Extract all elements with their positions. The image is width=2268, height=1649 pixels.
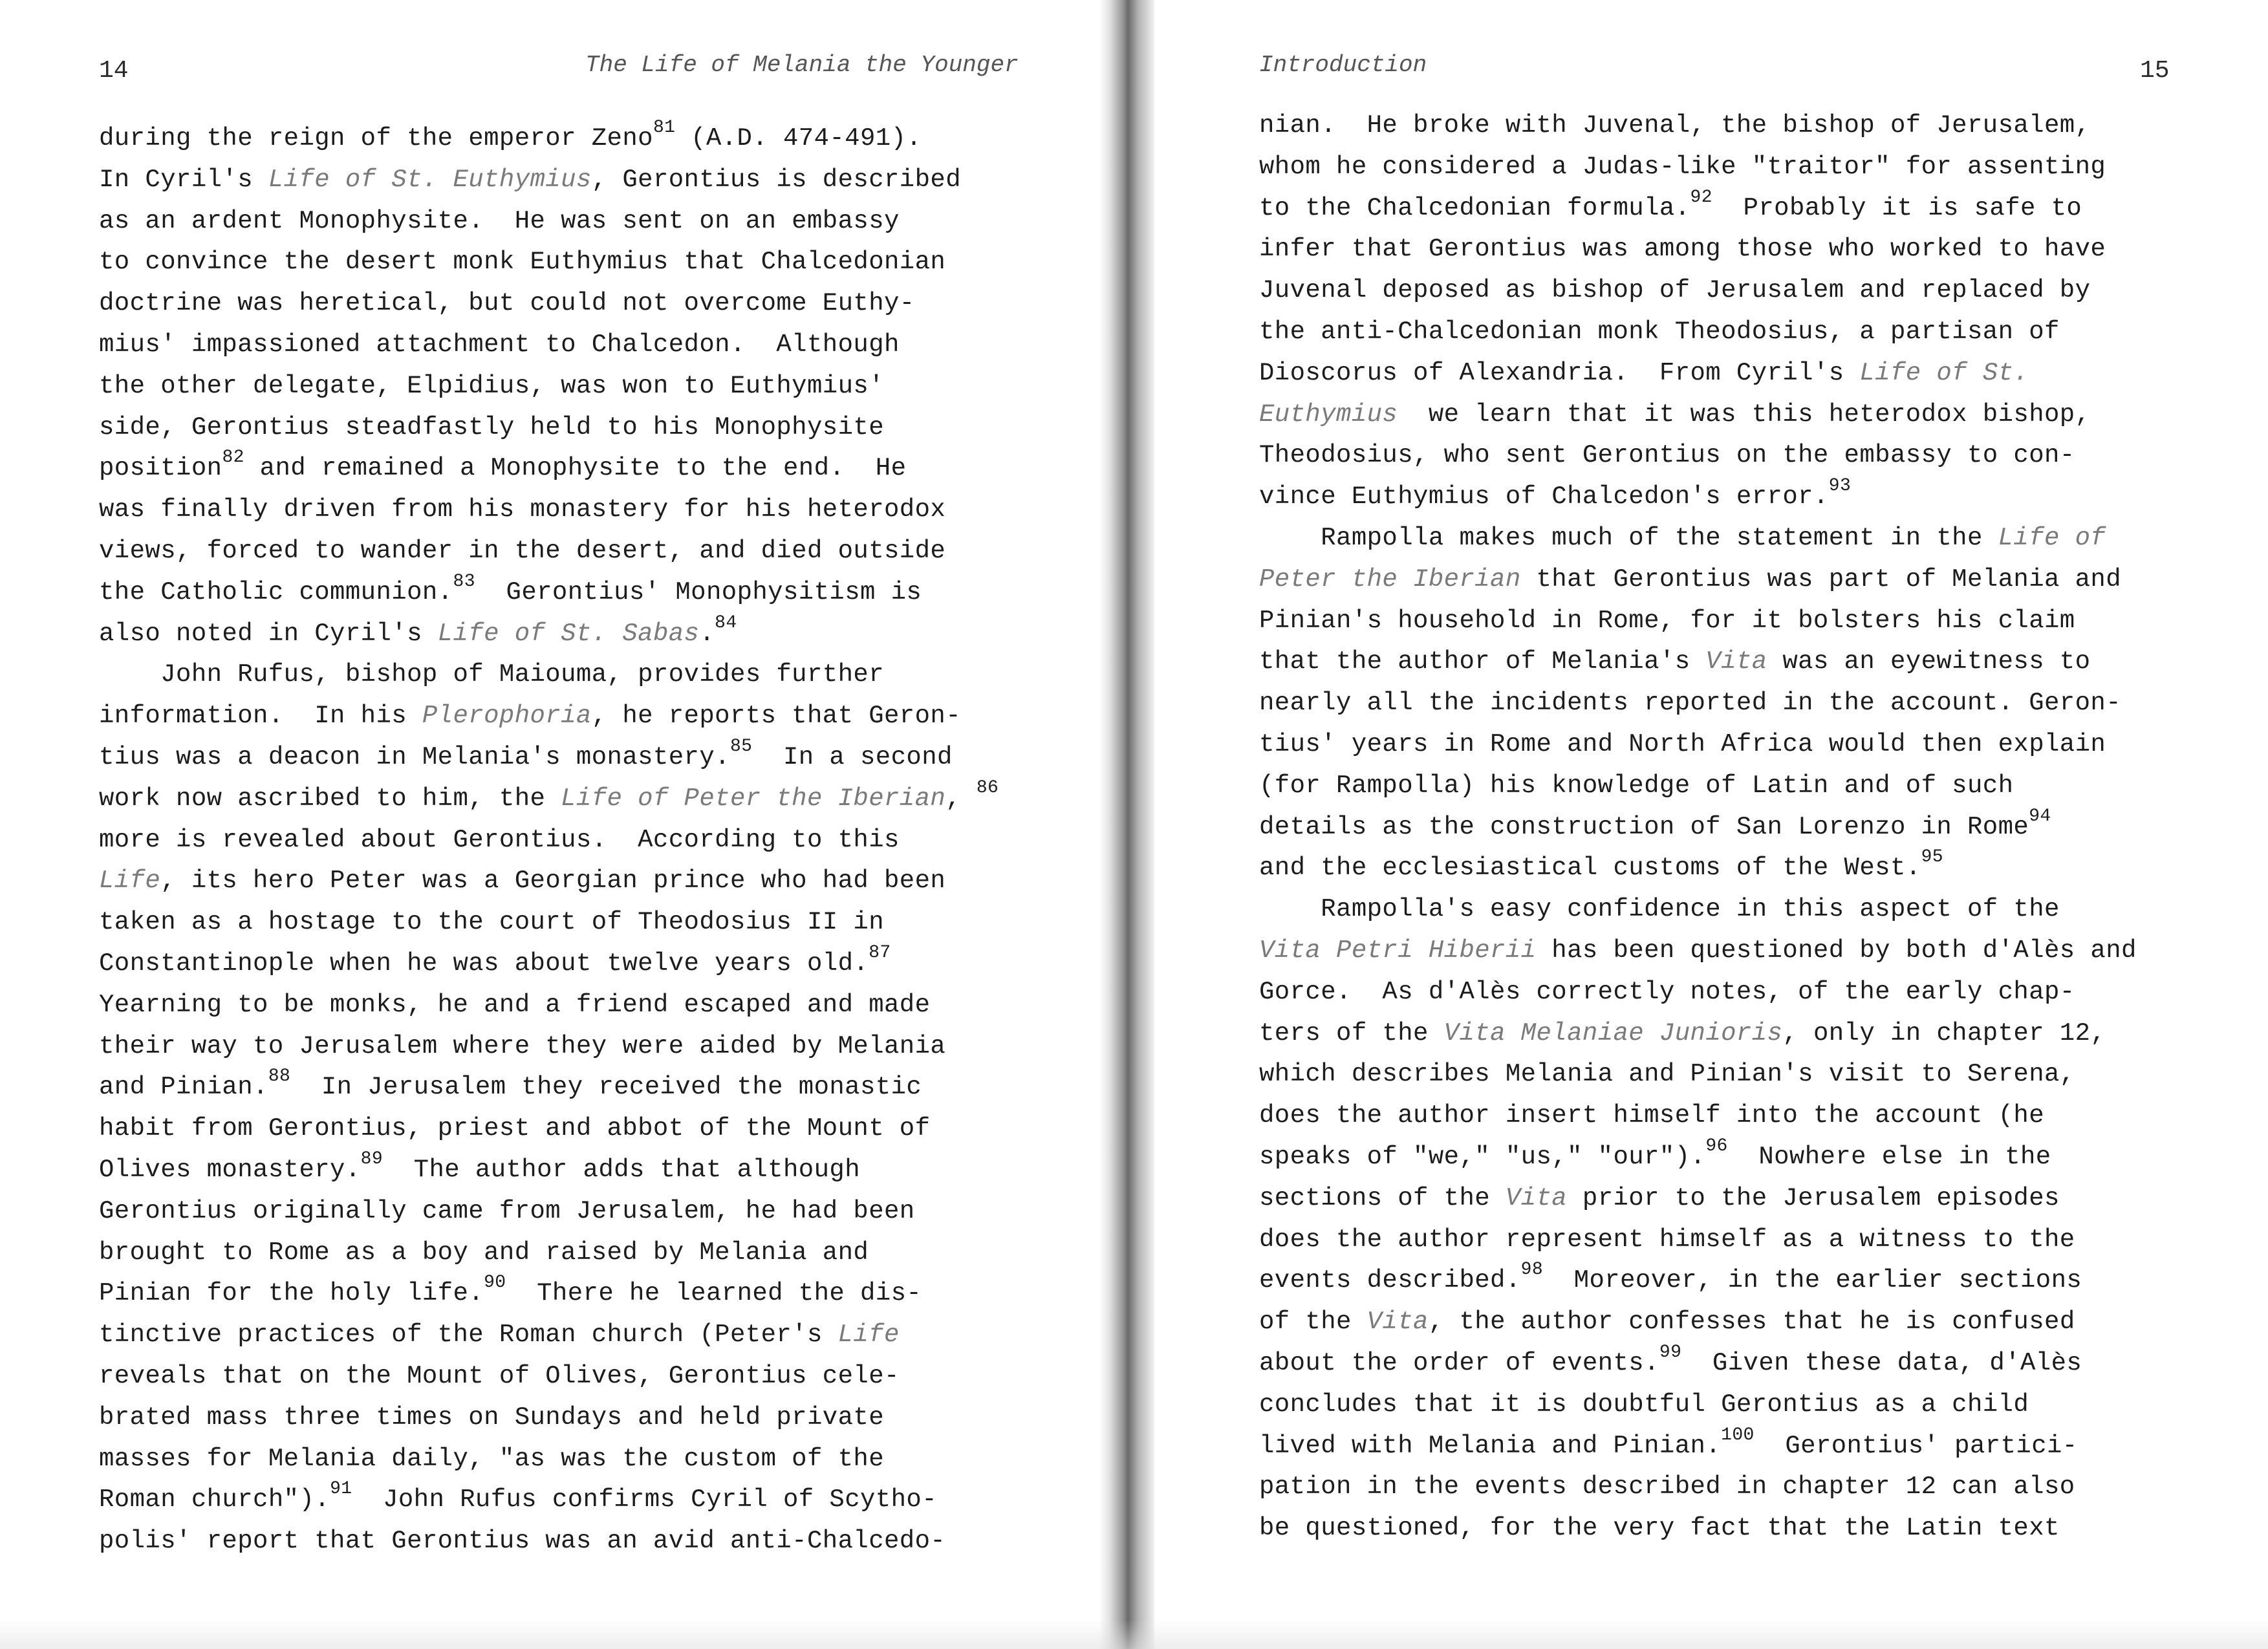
text-run: Dioscorus of Alexandria. From Cyril's [1259, 358, 1860, 387]
text-run: information. In his [99, 702, 422, 731]
text-run: mius' impassioned attachment to Chalcedon. Although [99, 330, 900, 359]
text-line [99, 201, 1082, 242]
text-line [1259, 147, 2255, 188]
text-line [99, 118, 1082, 160]
italic-title: Life of [1998, 523, 2106, 552]
text-run: to convince the desert monk Euthymius that Chalcedonian [99, 248, 946, 277]
italic-title: Vita [1705, 647, 1767, 676]
text-run: that the author of Melania's [1259, 647, 1706, 676]
text-run: There he learned the dis- [506, 1279, 922, 1308]
text-line [99, 531, 1082, 572]
text-run: Theodosius, who sent Gerontius on the embassy to con- [1259, 441, 2075, 470]
text-line [1259, 1385, 2255, 1426]
text-run: Constantinople when he was about twelve years old. [99, 949, 869, 978]
text-line [1259, 641, 2255, 683]
italic-title: Euthymius [1259, 400, 1398, 429]
text-line [1259, 353, 2255, 394]
italic-title: Life of St. Sabas [437, 619, 700, 648]
text-run: tius was a deacon in Melania's monastery. [99, 742, 730, 771]
footnote-ref: 89 [360, 1148, 383, 1169]
text-run: does the author represent himself as a witness to the [1259, 1225, 2075, 1254]
text-line [99, 283, 1082, 325]
text-line [1259, 1137, 2255, 1178]
text-run: Pinian's household in Rome, for it bolsters his claim [1259, 606, 2075, 635]
text-run: lived with Melania and Pinian. [1259, 1431, 1722, 1460]
text-line [99, 366, 1082, 407]
text-line [99, 1191, 1082, 1233]
text-line [99, 1108, 1082, 1150]
italic-title: Vita Petri Hiberii [1259, 936, 1537, 965]
text-line [1259, 724, 2255, 766]
text-line [1259, 1508, 2255, 1549]
text-run: which describes Melania and Pinian's visit to Serena, [1259, 1060, 2075, 1089]
text-line [1259, 1302, 2255, 1343]
text-run: In Jerusalem they received the monastic [290, 1073, 922, 1102]
text-run: the Catholic communion. [99, 577, 453, 607]
text-line [99, 490, 1082, 531]
italic-title: Vita [1366, 1308, 1429, 1337]
footnote-ref: 82 [222, 447, 244, 468]
text-run: as an ardent Monophysite. He was sent on an embassy [99, 206, 900, 235]
text-run: events described. [1259, 1266, 1521, 1295]
text-line [99, 1315, 1082, 1356]
text-run: , [945, 784, 977, 813]
text-line [99, 737, 1082, 779]
text-run: Gorce. As d'Alès correctly notes, of the early chap- [1259, 977, 2075, 1006]
text-line [99, 448, 1082, 490]
text-line [99, 572, 1082, 614]
text-run: John Rufus confirms Cyril of Scytho- [352, 1485, 938, 1514]
text-run: that Gerontius was part of Melania and [1520, 565, 2122, 594]
text-line [99, 696, 1082, 737]
text-line [99, 407, 1082, 449]
text-run: views, forced to wander in the desert, and died outside [99, 536, 946, 565]
text-run: and the ecclesiastical customs of the West. [1259, 854, 1921, 883]
footnote-ref: 90 [484, 1273, 506, 1293]
text-run: Rampolla makes much of the statement in the [1259, 523, 1998, 552]
text-run: brought to Rome as a boy and raised by Melania and [99, 1238, 869, 1267]
text-run: masses for Melania daily, "as was the custom of the [99, 1444, 884, 1473]
text-line [1259, 1467, 2255, 1508]
text-line [99, 242, 1082, 283]
italic-title: Life [837, 1320, 900, 1350]
text-run: , Gerontius is described [591, 165, 962, 194]
text-line [1259, 931, 2255, 972]
text-line [99, 779, 1082, 820]
text-run: Olives monastery. [99, 1155, 361, 1184]
text-run: Moreover, in the earlier sections [1543, 1266, 2082, 1295]
text-line [99, 1356, 1082, 1397]
text-line [99, 1273, 1082, 1315]
italic-title: Life [99, 867, 161, 896]
text-run: brated mass three times on Sundays and held private [99, 1403, 884, 1432]
italic-title: Vita Melaniae Junioris [1443, 1018, 1783, 1048]
text-line [1259, 1095, 2255, 1137]
text-run: during the reign of the emperor Zeno [99, 124, 653, 153]
text-run: In Cyril's [99, 165, 268, 194]
footnote-ref: 85 [729, 736, 753, 757]
text-run: reveals that on the Mount of Olives, Gerontius cele- [99, 1361, 900, 1390]
text-run: pation in the events described in chapter 12 can also [1259, 1472, 2075, 1502]
text-run: about the order of events. [1259, 1348, 1659, 1377]
text-run: does the author insert himself into the account (he [1259, 1101, 2044, 1130]
right-page [1154, 0, 2268, 1649]
text-run: vince Euthymius of Chalcedon's error. [1259, 482, 1829, 512]
text-run: prior to the Jerusalem episodes [1567, 1183, 2060, 1212]
text-run: their way to Jerusalem where they were aided by Melania [99, 1031, 946, 1061]
text-line [99, 1521, 1082, 1562]
italic-title: Plerophoria [422, 702, 592, 731]
text-run: work now ascribed to him, the [99, 784, 561, 813]
italic-title: Life of St. Euthymius [268, 165, 592, 194]
text-line [1259, 1260, 2255, 1302]
text-run: Nowhere else in the [1727, 1142, 2051, 1171]
text-run: (A.D. 474-491). [675, 124, 922, 153]
running-head: The Life of Melania the Younger [585, 52, 1019, 78]
footnote-ref: 83 [453, 571, 475, 592]
running-head: Introduction [1259, 52, 1427, 78]
left-page-text [99, 118, 1082, 1562]
text-run: John Rufus, bishop of Maiouma, provides further [99, 660, 884, 689]
book-gutter [1099, 0, 1154, 1649]
text-run: Roman church"). [99, 1485, 330, 1514]
text-run: was an eyewitness to [1767, 647, 2091, 676]
text-run: Juvenal deposed as bishop of Jerusalem and replaced by [1259, 276, 2091, 305]
text-run: , he reports that Geron- [591, 702, 962, 731]
text-run: the other delegate, Elpidius, was won to Euthymius' [99, 371, 884, 400]
text-line [1259, 1013, 2255, 1055]
footnote-ref: 93 [1828, 476, 1852, 497]
footnote-ref: 96 [1705, 1136, 1728, 1156]
text-run: infer that Gerontius was among those who worked to have [1259, 235, 2106, 264]
text-run: polis' report that Gerontius was an avid anti-Chalcedo- [99, 1527, 946, 1556]
text-line [99, 985, 1082, 1026]
text-run: Yearning to be monks, he and a friend escaped and made [99, 990, 931, 1019]
text-line [99, 902, 1082, 943]
text-run: also noted in Cyril's [99, 619, 438, 648]
text-line [1259, 188, 2255, 230]
footnote-ref: 87 [869, 942, 891, 963]
page-number: 15 [2140, 57, 2170, 85]
text-run: The author adds that although [383, 1155, 860, 1184]
footnote-ref: 81 [653, 118, 676, 138]
text-line [99, 1150, 1082, 1191]
italic-title: Life of St. [1859, 358, 2029, 387]
text-run: speaks of "we," "us," "our"). [1259, 1142, 1706, 1171]
right-page-text [1259, 105, 2255, 1549]
text-line [1259, 559, 2255, 601]
text-line [99, 861, 1082, 902]
text-line [99, 325, 1082, 366]
footnote-ref: 94 [2029, 806, 2051, 826]
text-line [1259, 477, 2255, 518]
footnote-ref: 99 [1659, 1342, 1682, 1363]
text-line [99, 1439, 1082, 1480]
text-line [1259, 889, 2255, 931]
text-line [99, 160, 1082, 201]
text-line [1259, 1426, 2255, 1467]
text-run: Gerontius' Monophysitism is [475, 577, 922, 607]
text-run: details as the construction of San Lorenzo in Rome [1259, 812, 2029, 841]
text-run: (for Rampolla) his knowledge of Latin and of such [1259, 771, 2014, 800]
text-run: concludes that it is doubtful Gerontius as a child [1259, 1390, 2029, 1419]
text-run: Rampolla's easy confidence in this aspect of the [1259, 895, 2060, 924]
text-run: tius' years in Rome and North Africa would then explain [1259, 729, 2106, 759]
text-line [99, 1067, 1082, 1108]
text-run: Given these data, d'Alès [1681, 1348, 2082, 1377]
text-line [99, 1233, 1082, 1274]
text-run: , its hero Peter was a Georgian prince who had been [160, 867, 946, 896]
text-line [1259, 766, 2255, 807]
text-line [1259, 105, 2255, 147]
text-line [1259, 601, 2255, 642]
text-run: and remained a Monophysite to the end. He [244, 454, 907, 483]
text-run: Pinian for the holy life. [99, 1279, 484, 1308]
footnote-ref: 86 [976, 777, 999, 798]
text-run: sections of the [1259, 1183, 1506, 1212]
text-line [99, 1397, 1082, 1439]
text-run: Probably it is safe to [1712, 193, 2082, 222]
text-run: tinctive practices of the Roman church (Peter's [99, 1320, 838, 1350]
text-run: more is revealed about Gerontius. According to this [99, 825, 900, 854]
text-run: position [99, 454, 222, 483]
text-run: of the [1259, 1308, 1367, 1337]
italic-title: Vita [1505, 1183, 1568, 1212]
text-line [1259, 394, 2255, 436]
footnote-ref: 95 [1921, 847, 1943, 868]
text-run: the anti-Chalcedonian monk Theodosius, a partisan of [1259, 317, 2060, 346]
text-run: whom he considered a Judas-like "traitor" for assenting [1259, 152, 2106, 181]
text-line [1259, 229, 2255, 270]
text-run: nearly all the incidents reported in the account. Geron- [1259, 689, 2122, 718]
italic-title: Life of Peter the Iberian [561, 784, 946, 813]
text-line [1259, 1178, 2255, 1220]
text-run: taken as a hostage to the court of Theodosius II in [99, 908, 884, 937]
text-line [99, 1480, 1082, 1521]
text-run: side, Gerontius steadfastly held to his Monophysite [99, 413, 884, 442]
text-run: doctrine was heretical, but could not overcome Euthy- [99, 289, 915, 318]
text-run: , the author confesses that he is confused [1428, 1308, 2075, 1337]
text-line [99, 820, 1082, 861]
text-run: to the Chalcedonian formula. [1259, 193, 1690, 222]
text-run: Gerontius originally came from Jerusalem, he had been [99, 1196, 915, 1225]
italic-title: Peter the Iberian [1259, 565, 1521, 594]
text-line [1259, 312, 2255, 353]
footnote-ref: 88 [268, 1066, 291, 1087]
text-line [1259, 848, 2255, 889]
text-run: we learn that it was this heterodox bishop, [1398, 400, 2091, 429]
text-run: In a second [752, 742, 953, 771]
text-line [1259, 1343, 2255, 1385]
text-run: Gerontius' partici- [1754, 1431, 2078, 1460]
text-line [99, 943, 1082, 985]
text-line [1259, 435, 2255, 477]
text-line [1259, 972, 2255, 1013]
text-line [1259, 1220, 2255, 1261]
text-line [1259, 518, 2255, 559]
page-number: 14 [99, 57, 129, 85]
text-run: nian. He broke with Juvenal, the bishop of Jerusalem, [1259, 111, 2091, 140]
text-run: and Pinian. [99, 1073, 268, 1102]
text-line [99, 614, 1082, 655]
footnote-ref: 100 [1721, 1425, 1755, 1445]
text-line [1259, 807, 2255, 848]
footnote-ref: 98 [1520, 1260, 1544, 1280]
text-line [1259, 1054, 2255, 1095]
left-page [0, 0, 1099, 1649]
text-line [1259, 270, 2255, 312]
text-run: was finally driven from his monastery for his heterodox [99, 495, 946, 524]
text-run: . [699, 619, 715, 648]
text-line [99, 1026, 1082, 1068]
text-run: habit from Gerontius, priest and abbot of the Mount of [99, 1114, 931, 1143]
text-run: ters of the [1259, 1018, 1444, 1048]
text-line [1259, 683, 2255, 724]
footnote-ref: 91 [330, 1479, 352, 1500]
text-run: , only in chapter 12, [1782, 1018, 2106, 1048]
text-line [99, 654, 1082, 696]
text-run: be questioned, for the very fact that the Latin text [1259, 1514, 2060, 1543]
page-bottom-shadow [0, 1620, 2268, 1649]
footnote-ref: 92 [1690, 187, 1712, 208]
text-run: has been questioned by both d'Alès and [1536, 936, 2137, 965]
footnote-ref: 84 [715, 612, 737, 633]
